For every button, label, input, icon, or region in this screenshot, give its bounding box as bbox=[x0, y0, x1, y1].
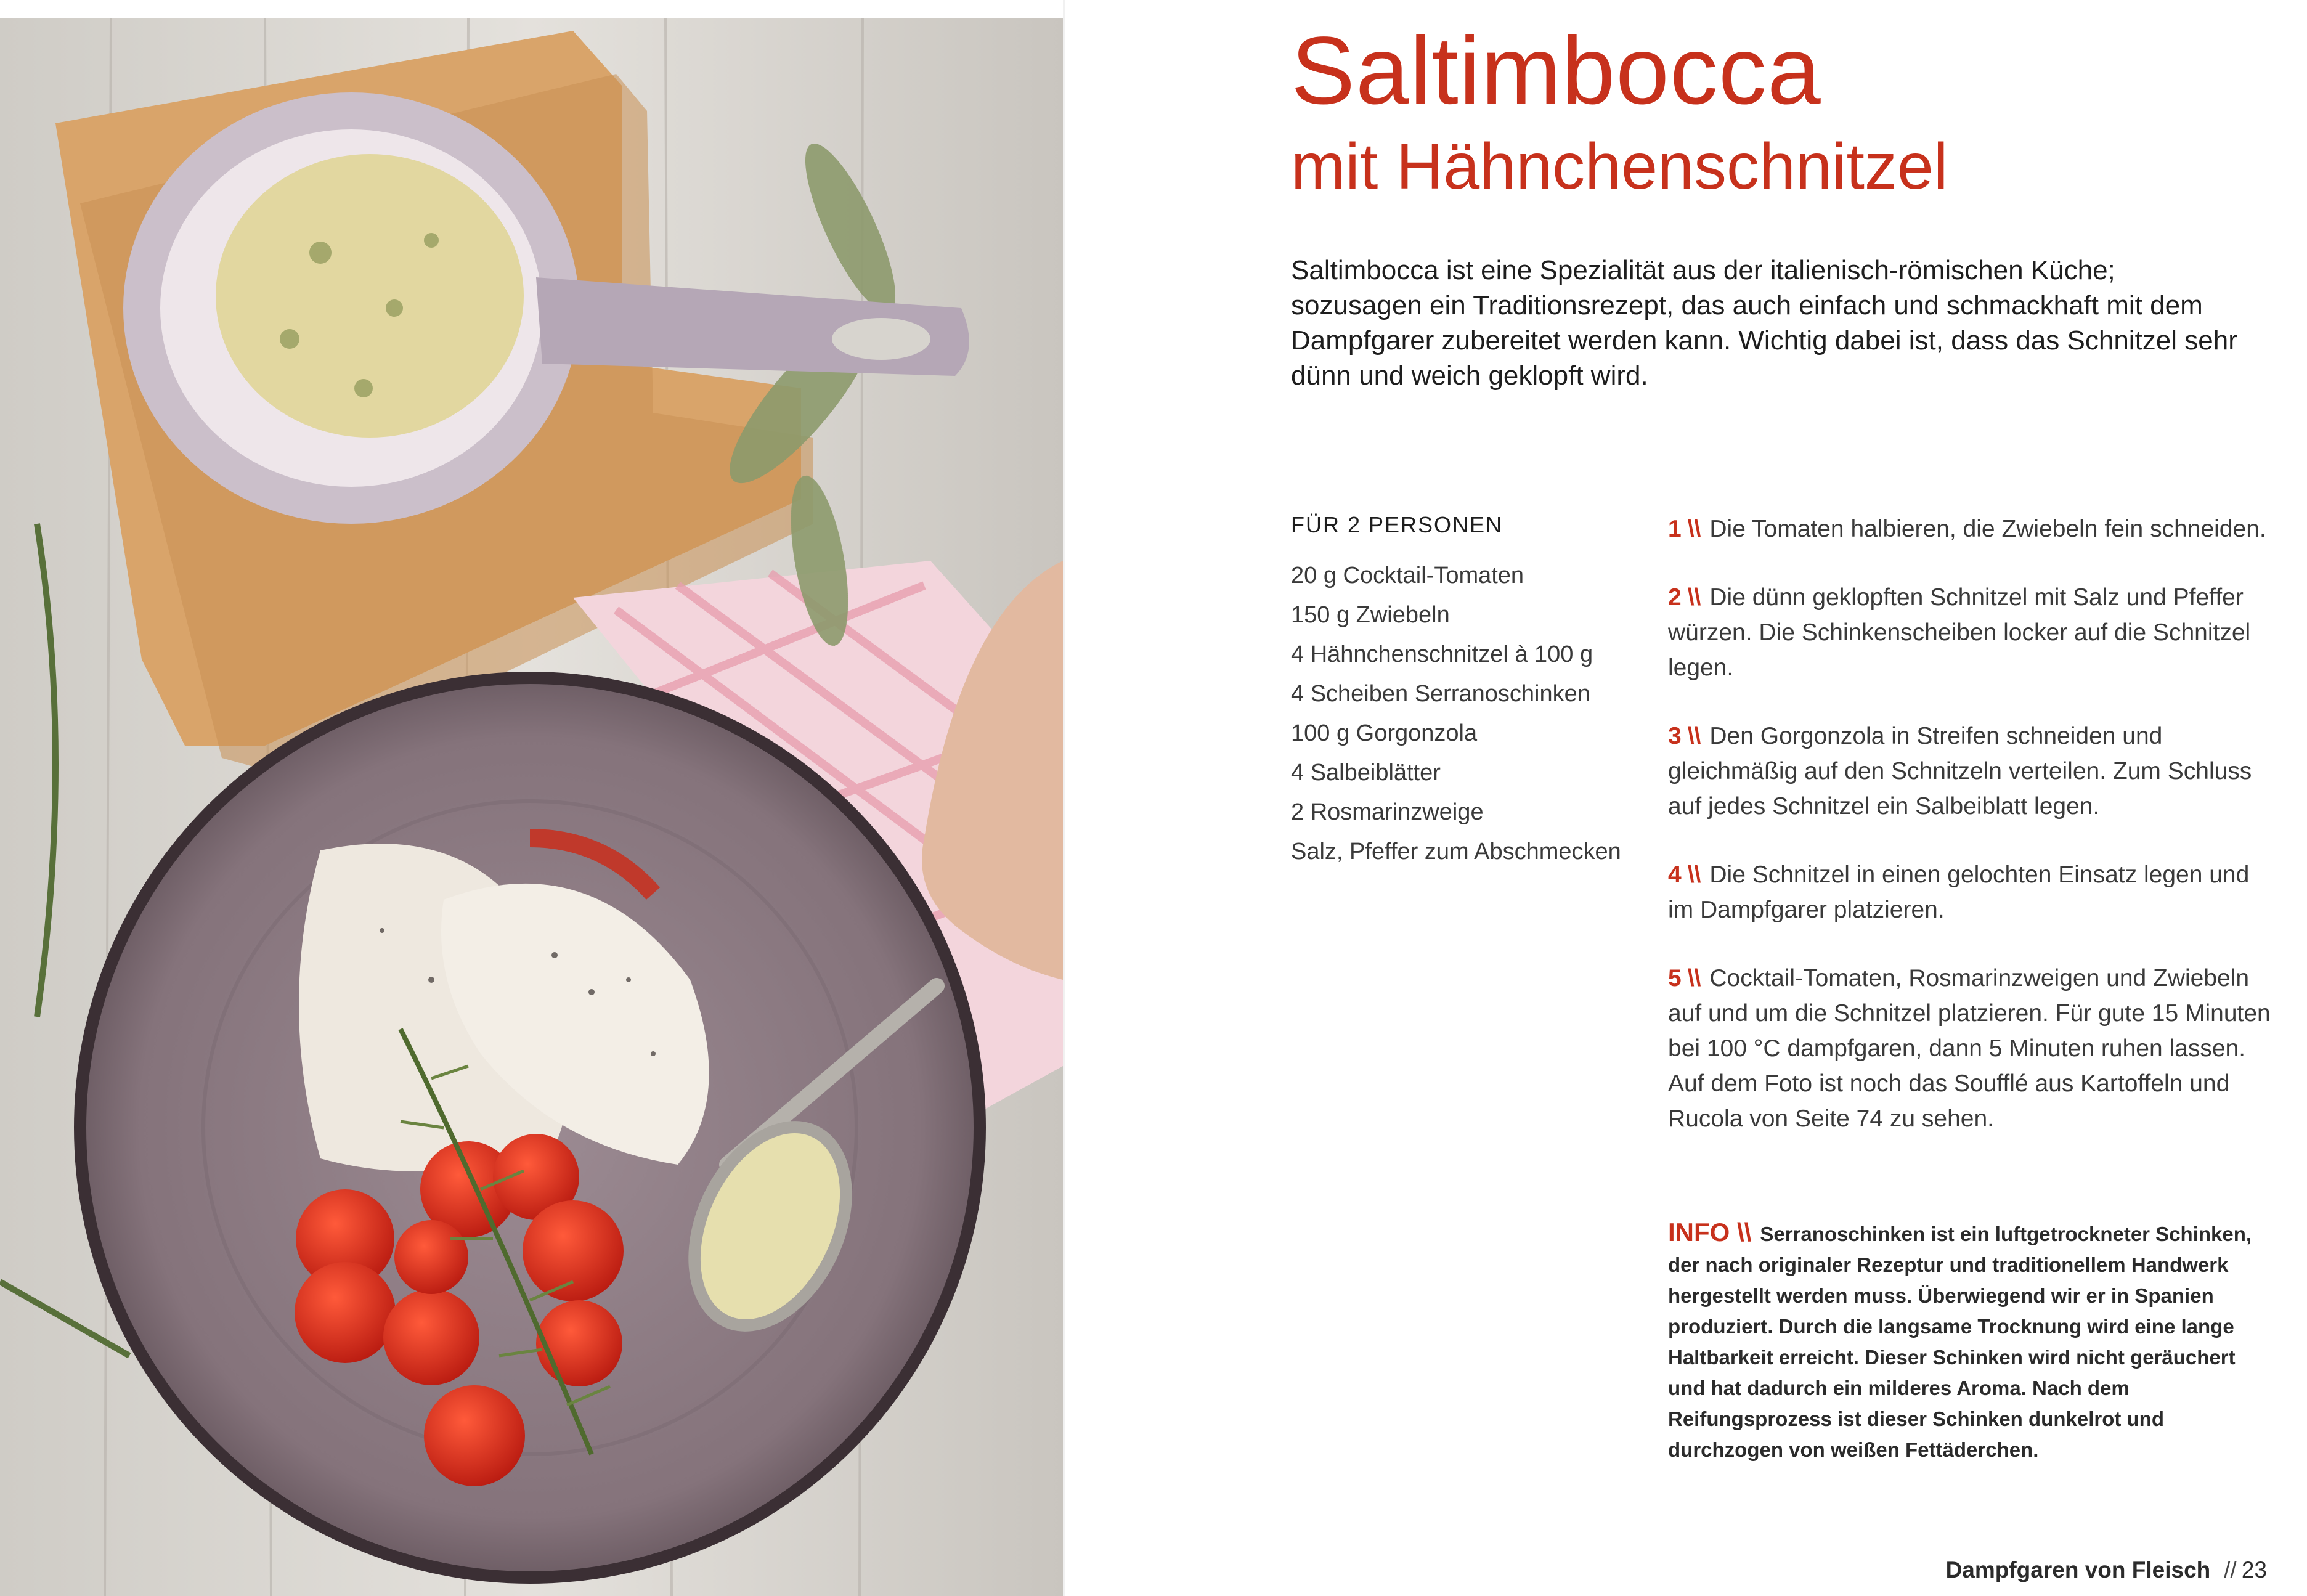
ingredient-item: 100 g Gorgonzola bbox=[1291, 720, 1478, 746]
info-label: INFO \\ bbox=[1668, 1218, 1752, 1247]
step-text: Cocktail-Tomaten, Rosmarinzweigen und Zwiebeln auf und um die Schnitzel platzieren. Für gute 15 Minuten bei 100 °C dampfgaren, dann 5 Minuten ruhen lassen. Auf dem Foto ist noch das Soufflé aus Kartoffeln und Rucola von Seite 74 zu sehen. bbox=[1668, 965, 2271, 1132]
info-box bbox=[1668, 1217, 2278, 1465]
ingredient-item: 20 g Cocktail-Tomaten bbox=[1291, 563, 1524, 588]
ingredients-heading: FÜR 2 PERSONEN bbox=[1291, 512, 1503, 537]
page-fold bbox=[1063, 0, 1065, 1596]
step-text: Die dünn geklopften Schnitzel mit Salz und Pfeffer würzen. Die Schinkenscheiben locker auf die Schnitzel legen. bbox=[1668, 584, 2251, 681]
step-separator: \\ bbox=[1687, 516, 1701, 542]
step-separator: \\ bbox=[1687, 723, 1701, 749]
step-number: 4 bbox=[1668, 861, 1682, 888]
ingredients-section bbox=[1291, 511, 1636, 875]
footer-section-title: Dampfgaren von Fleisch bbox=[1945, 1557, 2211, 1582]
food-photo-icon bbox=[0, 18, 1063, 1596]
step-text: Die Tomaten halbieren, die Zwiebeln fein schneiden. bbox=[1709, 516, 2266, 542]
step-number: 5 bbox=[1668, 965, 1682, 991]
ingredient-item: 150 g Zwiebeln bbox=[1291, 602, 1450, 628]
step-separator: \\ bbox=[1687, 861, 1701, 888]
ingredients-list bbox=[1291, 560, 1636, 868]
step-text: Den Gorgonzola in Streifen schneiden und gleichmäßig auf den Schnitzeln verteilen. Zum Schluss auf jedes Schnitzel ein Salbeiblatt legen. bbox=[1668, 723, 2252, 820]
step-text: Die Schnitzel in einen gelochten Einsatz legen und im Dampfgarer platzieren. bbox=[1668, 861, 2250, 923]
page-footer bbox=[1946, 1556, 2267, 1584]
preparation-steps bbox=[1668, 511, 2278, 1170]
step-5 bbox=[1668, 961, 2278, 1136]
step-separator: \\ bbox=[1687, 584, 1701, 611]
recipe-intro: Saltimbocca ist eine Spezialität aus der italienisch-römischen Küche; sozusagen ein Traditionsrezept, das auch einfach und schmackhaft mit dem Dampfgarer zubereitet werden kann. Wichtig dabei ist, dass das Schnitzel sehr dünn und weich geklopft wird. bbox=[1291, 255, 2237, 391]
recipe-title: Saltimbocca bbox=[1291, 17, 1821, 124]
ingredient-item: 2 Rosmarinzweige bbox=[1291, 799, 1484, 825]
ingredient-item: 4 Salbeiblätter bbox=[1291, 760, 1441, 786]
step-number: 2 bbox=[1668, 584, 1682, 611]
footer-separator: // bbox=[2224, 1557, 2237, 1582]
recipe-photo bbox=[0, 18, 1063, 1596]
step-separator: \\ bbox=[1687, 965, 1701, 991]
ingredient-item: 4 Scheiben Serranoschinken bbox=[1291, 681, 1590, 707]
step-number: 3 bbox=[1668, 723, 1682, 749]
step-4 bbox=[1668, 857, 2278, 927]
step-2 bbox=[1668, 580, 2278, 685]
ingredient-item: Salz, Pfeffer zum Abschmecken bbox=[1291, 839, 1621, 865]
step-3 bbox=[1668, 719, 2278, 824]
ingredient-item: 4 Hähnchenschnitzel à 100 g bbox=[1291, 641, 1593, 667]
info-text: Serranoschinken ist ein luftgetrockneter Schinken, der nach originaler Rezeptur und traditionellem Handwerk hergestellt werden muss. Überwiegend wir er in Spanien produziert. Durch die langsame Trocknung wird eine lange Haltbarkeit erreicht. Dieser Schinken wird nicht geräuchert und hat dadurch ein milderes Aroma. Nach dem Reifungsprozess ist dieser Schinken dunkelrot und durchzogen von weißen Fettäderchen. bbox=[1668, 1223, 2252, 1461]
step-number: 1 bbox=[1668, 516, 1682, 542]
recipe-subtitle: mit Hähnchenschnitzel bbox=[1291, 130, 1948, 203]
step-1 bbox=[1668, 511, 2278, 547]
page-number: 23 bbox=[2241, 1557, 2267, 1582]
